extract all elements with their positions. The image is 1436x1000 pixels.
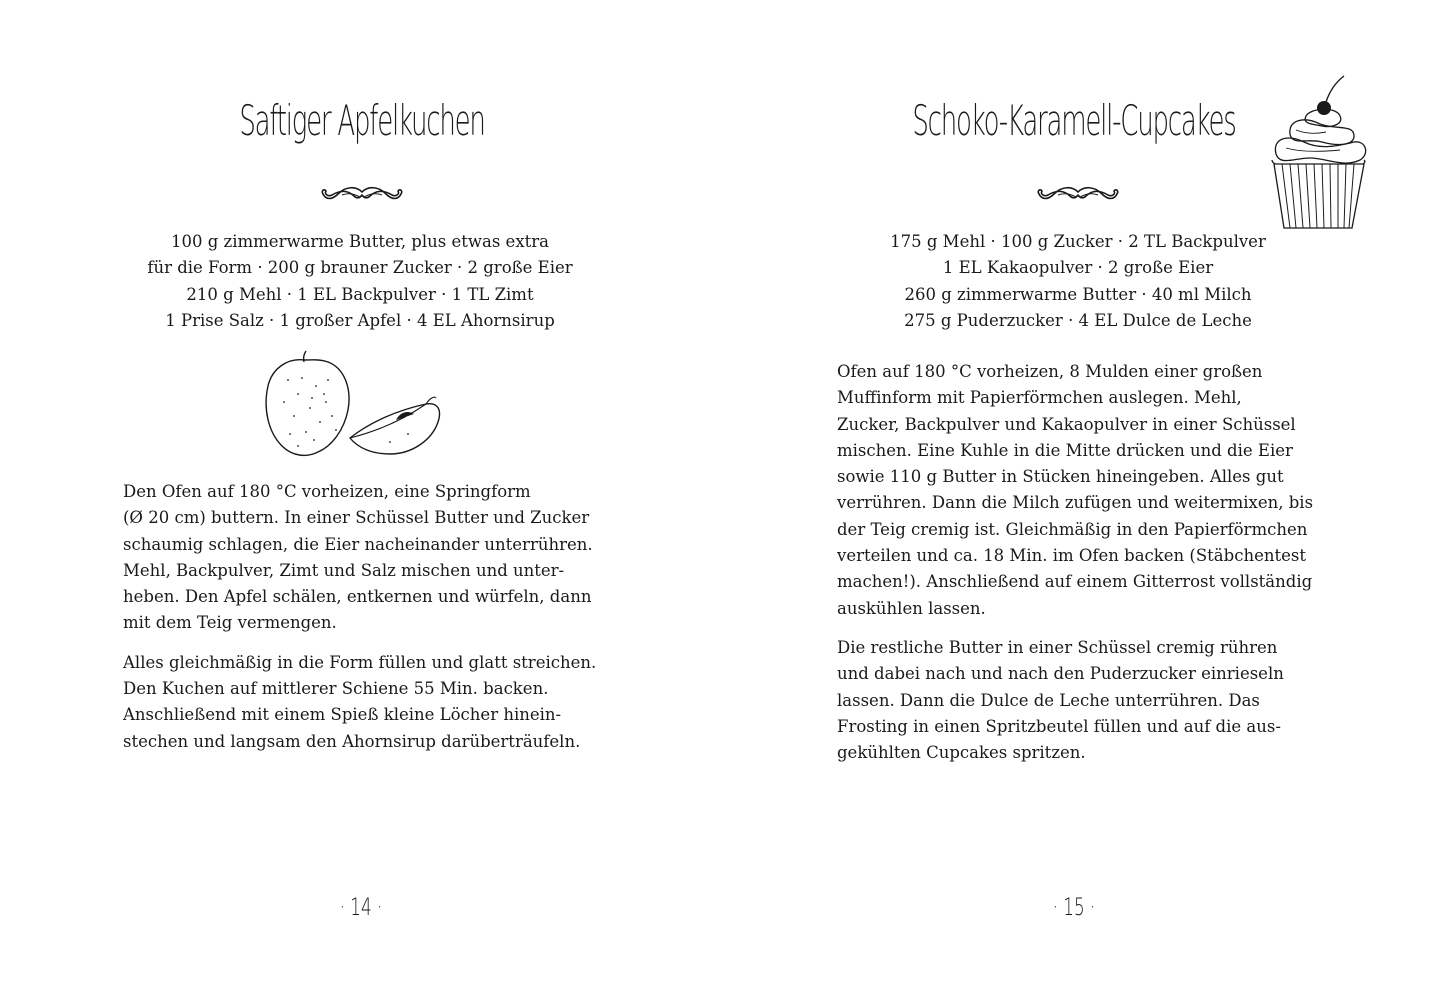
text-line: stechen und langsam den Ahornsirup darüberträufeln. <box>123 731 581 751</box>
text-line: und dabei nach und nach den Puderzucker einrieseln <box>837 664 1284 684</box>
method-paragraph <box>123 479 603 637</box>
ingredient-line: 1 EL Kakaopulver · 2 große Eier <box>942 258 1214 278</box>
text-line: machen!). Anschließend auf einem Gitterrost vollständig <box>837 572 1313 592</box>
text-line: schaumig schlagen, die Eier nacheinander unterrühren. <box>123 534 593 554</box>
method-text <box>837 359 1327 779</box>
ingredient-line: 1 Prise Salz · 1 großer Apfel · 4 EL Ahornsirup <box>165 310 555 330</box>
text-line: Frosting in einen Spritzbeutel füllen und auf die aus- <box>837 716 1281 736</box>
ingredients-list <box>778 229 1378 334</box>
text-line: sowie 110 g Butter in Stücken hineingeben. Alles gut <box>837 467 1284 487</box>
mustache-icon <box>320 182 404 208</box>
method-paragraph <box>837 359 1327 622</box>
text-line: lassen. Dann die Dulce de Leche unterrühren. Das <box>837 690 1260 710</box>
text-line: Zucker, Backpulver und Kakaopulver in einer Schüssel <box>837 414 1296 434</box>
text-line: auskühlen lassen. <box>837 598 986 618</box>
method-text <box>123 479 603 768</box>
text-line: mischen. Eine Kuhle in die Mitte drücken und die Eier <box>837 440 1293 460</box>
text-line: Ofen auf 180 °C vorheizen, 8 Mulden einer großen <box>837 362 1263 381</box>
text-line: (Ø 20 cm) buttern. In einer Schüssel Butter und Zucker <box>123 508 590 528</box>
cupcake-icon <box>1266 72 1370 232</box>
text-line: Muffinform mit Papierförmchen auslegen. Mehl, <box>837 388 1242 408</box>
page-number: · 15 · <box>1052 893 1096 921</box>
mustache-icon <box>1036 182 1120 208</box>
page-number: · 14 · <box>339 893 383 921</box>
text-line: Anschließend mit einem Spieß kleine Löcher hinein- <box>123 705 562 725</box>
ingredient-line: 175 g Mehl · 100 g Zucker · 2 TL Backpulver <box>890 232 1266 251</box>
recipe-title: Schoko-Karamell-Cupcakes <box>912 96 1236 145</box>
text-line: heben. Den Apfel schälen, entkernen und würfeln, dann <box>123 587 592 607</box>
recipe-title: Saftiger Apfelkuchen <box>239 96 485 145</box>
right-page <box>718 0 1436 1000</box>
text-line: Den Kuchen auf mittlerer Schiene 55 Min. backen. <box>123 679 549 699</box>
text-line: Die restliche Butter in einer Schüssel cremig rühren <box>837 637 1278 657</box>
ingredient-line: 100 g zimmerwarme Butter, plus etwas extra <box>171 232 549 251</box>
ingredients-list <box>60 229 660 334</box>
text-line: gekühlten Cupcakes spritzen. <box>837 743 1086 763</box>
ingredient-line: 275 g Puderzucker · 4 EL Dulce de Leche <box>904 310 1252 330</box>
text-line: Alles gleichmäßig in die Form füllen und glatt streichen. <box>123 652 597 672</box>
ingredient-line: 210 g Mehl · 1 EL Backpulver · 1 TL Zimt <box>186 284 534 304</box>
text-line: verteilen und ca. 18 Min. im Ofen backen (Stäbchentest <box>837 546 1306 566</box>
text-line: verrühren. Dann die Milch zufügen und weitermixen, bis <box>837 493 1314 513</box>
apple-icon <box>258 350 448 462</box>
method-paragraph <box>837 635 1327 766</box>
method-paragraph <box>123 650 603 755</box>
text-line: der Teig cremig ist. Gleichmäßig in den Papierförmchen <box>837 519 1308 539</box>
ingredient-line: für die Form · 200 g brauner Zucker · 2 große Eier <box>147 258 573 278</box>
text-line: Den Ofen auf 180 °C vorheizen, eine Springform <box>123 482 531 501</box>
text-line: Mehl, Backpulver, Zimt und Salz mischen und unter- <box>123 560 565 580</box>
ingredient-line: 260 g zimmerwarme Butter · 40 ml Milch <box>904 284 1252 304</box>
text-line: mit dem Teig vermengen. <box>123 613 337 633</box>
